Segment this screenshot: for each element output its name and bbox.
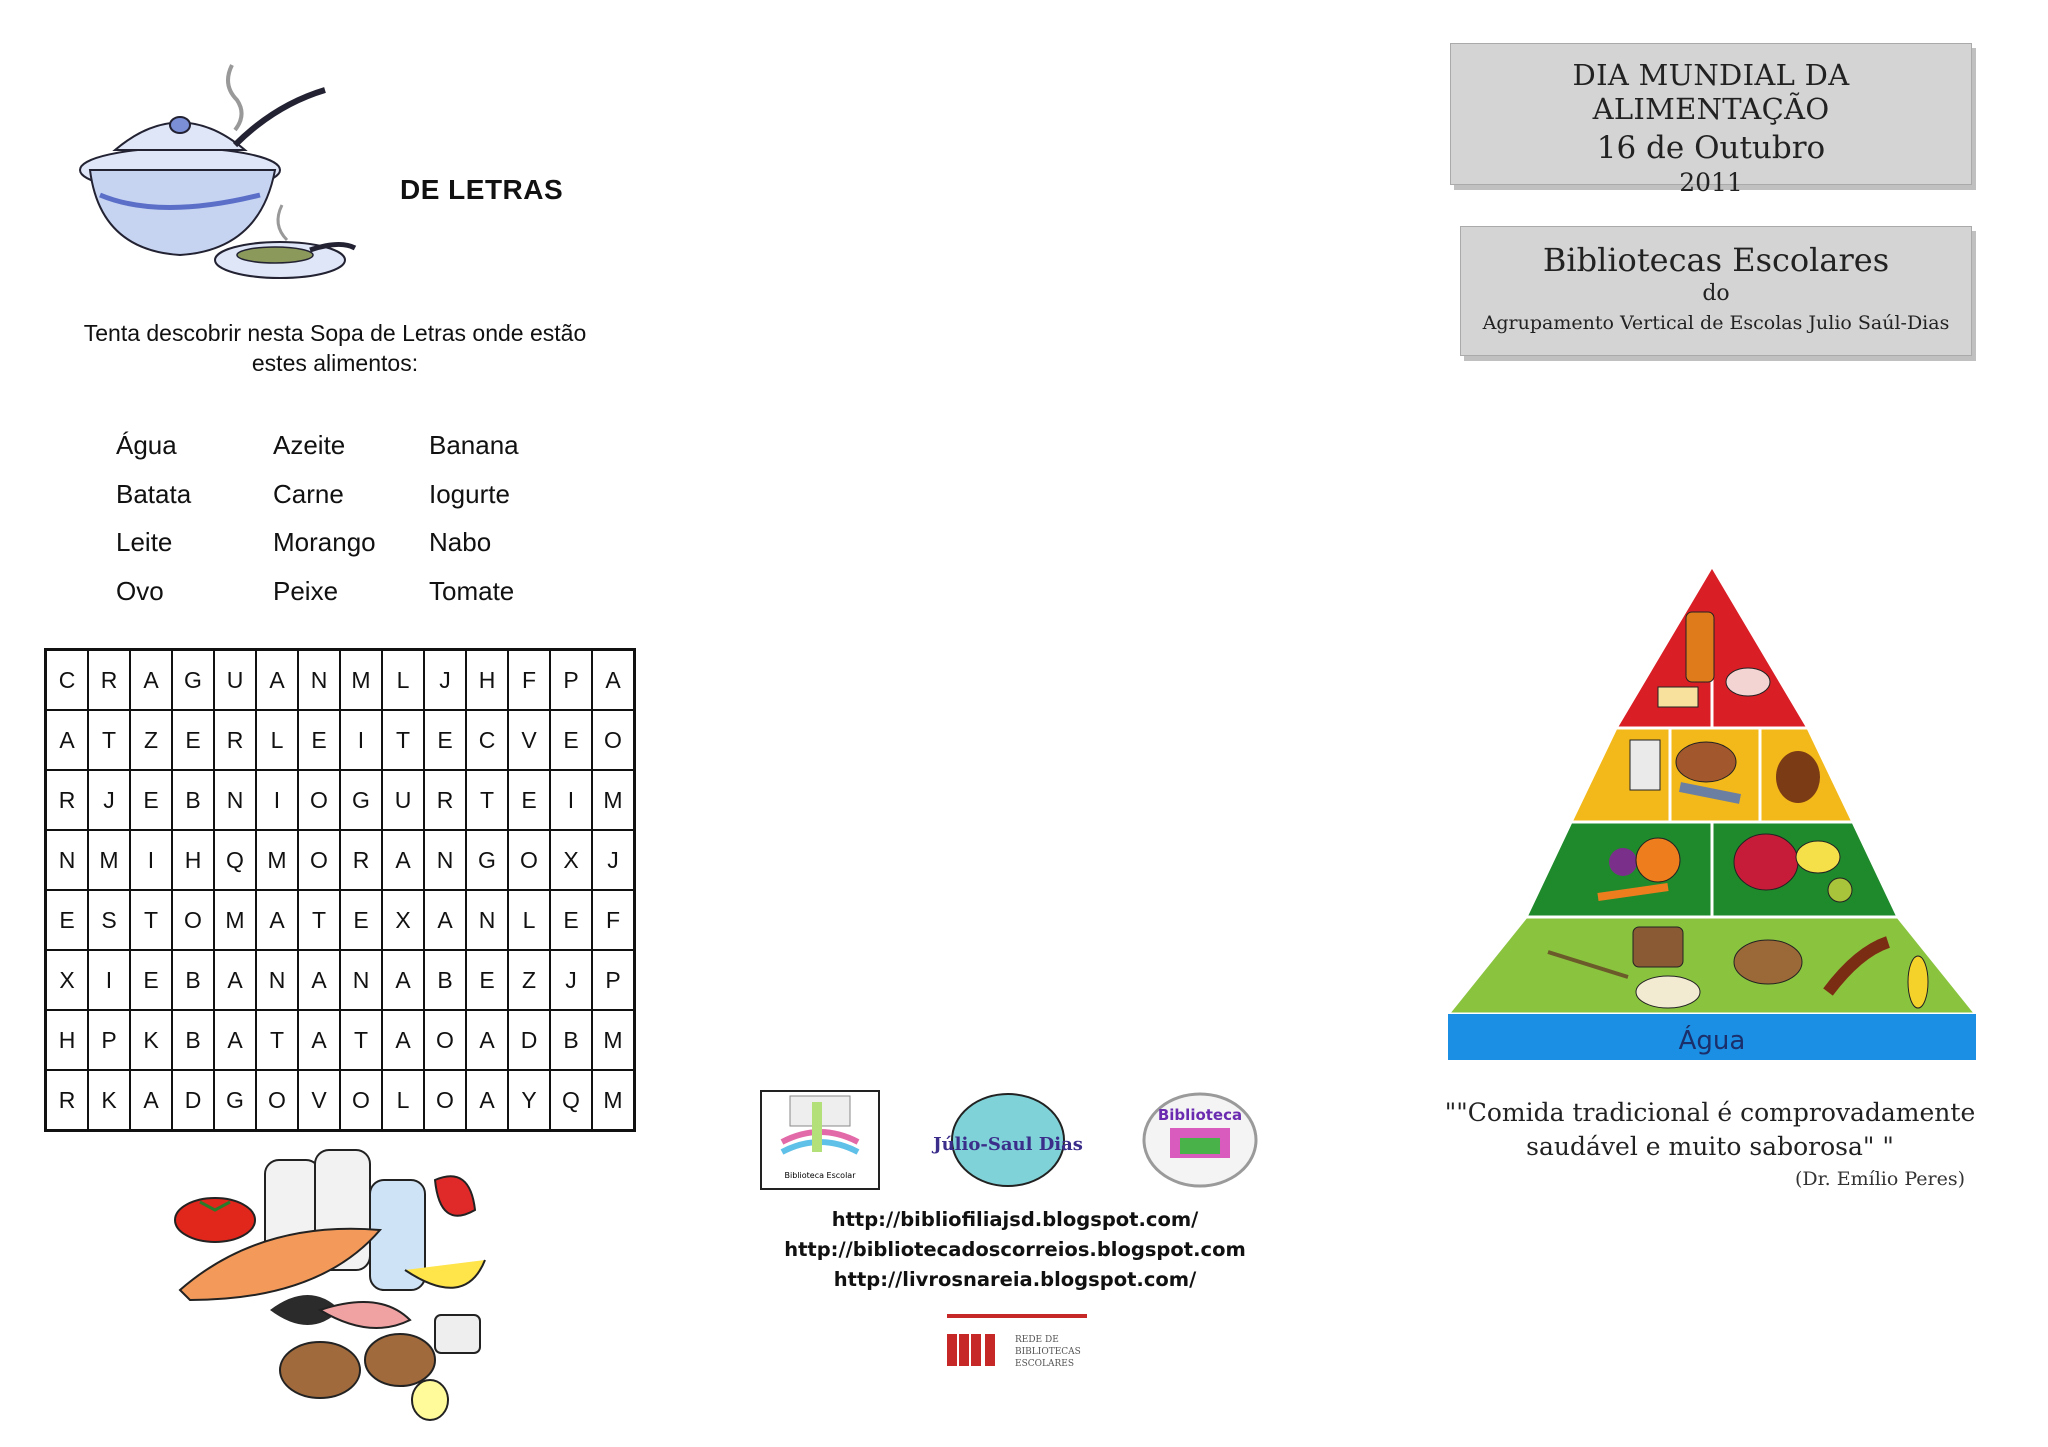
grid-cell: K: [88, 1070, 130, 1131]
library-logo-1-label: Biblioteca Escolar: [784, 1171, 856, 1180]
grid-cell: N: [424, 830, 466, 890]
grid-cell: M: [340, 650, 382, 711]
url-link-1[interactable]: http://bibliofiliajsd.blogspot.com/: [831, 1208, 1199, 1231]
grid-cell: M: [592, 1070, 635, 1131]
grid-cell: A: [466, 1010, 508, 1070]
word-item: Morango: [273, 527, 376, 557]
grid-cell: M: [214, 890, 256, 950]
grid-cell: E: [340, 890, 382, 950]
quote-text: [1440, 1096, 1980, 1164]
event-date: 16 de Outubro: [1596, 130, 1826, 166]
word-item: Banana: [429, 430, 519, 460]
grid-cell: T: [340, 1010, 382, 1070]
grid-cell: D: [172, 1070, 214, 1131]
grid-cell: A: [592, 650, 635, 711]
grid-cell: B: [550, 1010, 592, 1070]
organizer-name: Agrupamento Vertical de Escolas Julio Saúl-Dias: [1482, 312, 1950, 334]
grid-cell: H: [172, 830, 214, 890]
grid-cell: T: [88, 710, 130, 770]
grid-cell: Y: [508, 1070, 550, 1131]
grid-cell: N: [214, 770, 256, 830]
grid-cell: T: [298, 890, 340, 950]
grid-cell: E: [172, 710, 214, 770]
rbe-logo: [945, 1312, 1095, 1372]
grid-row: [46, 830, 635, 890]
grid-row: [46, 1070, 635, 1131]
grid-row: [46, 1010, 635, 1070]
grid-cell: I: [130, 830, 172, 890]
grid-cell: E: [46, 890, 89, 950]
grid-cell: J: [424, 650, 466, 711]
grid-cell: E: [130, 770, 172, 830]
library-book-icon: [762, 1092, 878, 1188]
event-year: 2011: [1679, 168, 1743, 197]
word-item: Ovo: [116, 576, 164, 606]
grid-cell: Z: [508, 950, 550, 1010]
grid-cell: G: [340, 770, 382, 830]
grid-cell: O: [424, 1070, 466, 1131]
grid-cell: J: [550, 950, 592, 1010]
grid-cell: Q: [214, 830, 256, 890]
grid-cell: E: [550, 890, 592, 950]
grid-row: [46, 710, 635, 770]
grid-cell: D: [508, 1010, 550, 1070]
word-item: Tomate: [429, 576, 515, 606]
grid-cell: V: [298, 1070, 340, 1131]
event-title-box: [1450, 43, 1972, 197]
library-logo-3: [1140, 1090, 1260, 1190]
grid-cell: O: [172, 890, 214, 950]
grid-cell: A: [256, 650, 298, 711]
grid-cell: A: [298, 1010, 340, 1070]
word-item: Batata: [116, 479, 192, 509]
grid-cell: L: [382, 650, 424, 711]
grid-cell: O: [298, 830, 340, 890]
grid-cell: R: [340, 830, 382, 890]
grid-cell: I: [256, 770, 298, 830]
grid-cell: R: [424, 770, 466, 830]
soup-tureen-icon: [60, 55, 360, 295]
organizer-connector: do: [1702, 281, 1730, 306]
grid-cell: A: [46, 710, 89, 770]
grid-cell: U: [214, 650, 256, 711]
page-title: DE LETRAS: [400, 174, 564, 205]
grid-cell: I: [88, 950, 130, 1010]
library-logo-2: [933, 1090, 1083, 1190]
grid-cell: E: [130, 950, 172, 1010]
grid-cell: A: [214, 1010, 256, 1070]
grid-cell: T: [256, 1010, 298, 1070]
grid-cell: R: [46, 1070, 89, 1131]
grid-cell: A: [298, 950, 340, 1010]
grid-cell: A: [256, 890, 298, 950]
quote-line-1: ""Comida tradicional é comprovadamente: [1444, 1098, 1976, 1127]
grid-cell: E: [298, 710, 340, 770]
grid-cell: Z: [130, 710, 172, 770]
grid-cell: L: [508, 890, 550, 950]
grid-row: [46, 650, 635, 711]
grid-cell: L: [256, 710, 298, 770]
grid-cell: G: [214, 1070, 256, 1131]
grid-cell: E: [466, 950, 508, 1010]
organizer-title: Bibliotecas Escolares: [1542, 241, 1890, 279]
grid-cell: P: [88, 1010, 130, 1070]
word-item: Água: [116, 430, 177, 460]
grid-cell: T: [130, 890, 172, 950]
grid-cell: M: [592, 770, 635, 830]
grid-cell: B: [172, 1010, 214, 1070]
grid-cell: O: [508, 830, 550, 890]
rbe-line-1: REDE DE: [1015, 1335, 1059, 1345]
grid-cell: A: [382, 950, 424, 1010]
grid-cell: N: [256, 950, 298, 1010]
grid-cell: F: [592, 890, 635, 950]
word-item: Leite: [116, 527, 173, 557]
assorted-food-icon: [170, 1140, 510, 1420]
url-list: [780, 1205, 1250, 1295]
grid-cell: T: [382, 710, 424, 770]
quote-line-2: saudável e muito saborosa" ": [1526, 1132, 1894, 1161]
grid-cell: G: [172, 650, 214, 711]
grid-cell: Q: [550, 1070, 592, 1131]
grid-cell: X: [550, 830, 592, 890]
grid-cell: A: [382, 830, 424, 890]
grid-cell: N: [298, 650, 340, 711]
grid-cell: O: [340, 1070, 382, 1131]
grid-cell: U: [382, 770, 424, 830]
word-item: Iogurte: [429, 479, 510, 509]
event-title: DIA MUNDIAL DA ALIMENTAÇÃO: [1572, 58, 1850, 126]
grid-row: [46, 950, 635, 1010]
grid-cell: E: [550, 710, 592, 770]
grid-cell: A: [214, 950, 256, 1010]
grid-cell: T: [466, 770, 508, 830]
grid-cell: N: [46, 830, 89, 890]
grid-row: [46, 770, 635, 830]
grid-cell: P: [550, 650, 592, 711]
library-logo-3-label: Biblioteca: [1157, 1106, 1243, 1124]
grid-cell: K: [130, 1010, 172, 1070]
grid-cell: R: [214, 710, 256, 770]
grid-cell: A: [382, 1010, 424, 1070]
grid-cell: X: [46, 950, 89, 1010]
word-item: Carne: [273, 479, 344, 509]
organizer-box: [1460, 226, 1972, 356]
grid-cell: R: [46, 770, 89, 830]
grid-cell: J: [88, 770, 130, 830]
pyramid-base-label: Água: [1678, 1026, 1746, 1056]
grid-cell: N: [340, 950, 382, 1010]
grid-cell: I: [340, 710, 382, 770]
grid-cell: L: [382, 1070, 424, 1131]
grid-cell: H: [46, 1010, 89, 1070]
rbe-line-2: BIBLIOTECAS: [1015, 1347, 1081, 1357]
rbe-line-3: ESCOLARES: [1015, 1359, 1074, 1369]
grid-cell: G: [466, 830, 508, 890]
grid-cell: A: [130, 1070, 172, 1131]
grid-cell: O: [256, 1070, 298, 1131]
word-item: Peixe: [273, 576, 339, 606]
library-logo-1: [760, 1090, 880, 1190]
word-item: Azeite: [273, 430, 346, 460]
grid-cell: F: [508, 650, 550, 711]
grid-cell: E: [508, 770, 550, 830]
grid-cell: A: [130, 650, 172, 711]
quote-author: (Dr. Emílio Peres): [1795, 1168, 1965, 1190]
grid-cell: O: [592, 710, 635, 770]
library-logo-2-label: Júlio-Saul Dias: [933, 1134, 1083, 1155]
grid-cell: N: [466, 890, 508, 950]
grid-cell: O: [424, 1010, 466, 1070]
grid-cell: B: [172, 950, 214, 1010]
grid-cell: R: [88, 650, 130, 711]
grid-cell: I: [550, 770, 592, 830]
word-search-grid: [44, 648, 636, 1132]
grid-cell: M: [88, 830, 130, 890]
grid-cell: M: [592, 1010, 635, 1070]
grid-cell: P: [592, 950, 635, 1010]
grid-cell: S: [88, 890, 130, 950]
grid-cell: E: [424, 710, 466, 770]
grid-cell: M: [256, 830, 298, 890]
food-pyramid-icon: [1448, 562, 1976, 1062]
grid-cell: J: [592, 830, 635, 890]
word-item: Nabo: [429, 527, 492, 557]
grid-cell: X: [382, 890, 424, 950]
grid-cell: A: [424, 890, 466, 950]
grid-cell: B: [424, 950, 466, 1010]
grid-cell: O: [298, 770, 340, 830]
grid-cell: C: [46, 650, 89, 711]
url-link-2[interactable]: http://bibliotecadoscorreios.blogspot.com: [784, 1238, 1246, 1261]
grid-cell: H: [466, 650, 508, 711]
grid-cell: C: [466, 710, 508, 770]
url-link-3[interactable]: http://livrosnareia.blogspot.com/: [833, 1268, 1197, 1291]
instructions-text: Tenta descobrir nesta Sopa de Letras onde estão estes alimentos:: [83, 320, 587, 376]
grid-row: [46, 890, 635, 950]
grid-cell: A: [466, 1070, 508, 1131]
grid-cell: V: [508, 710, 550, 770]
grid-cell: B: [172, 770, 214, 830]
